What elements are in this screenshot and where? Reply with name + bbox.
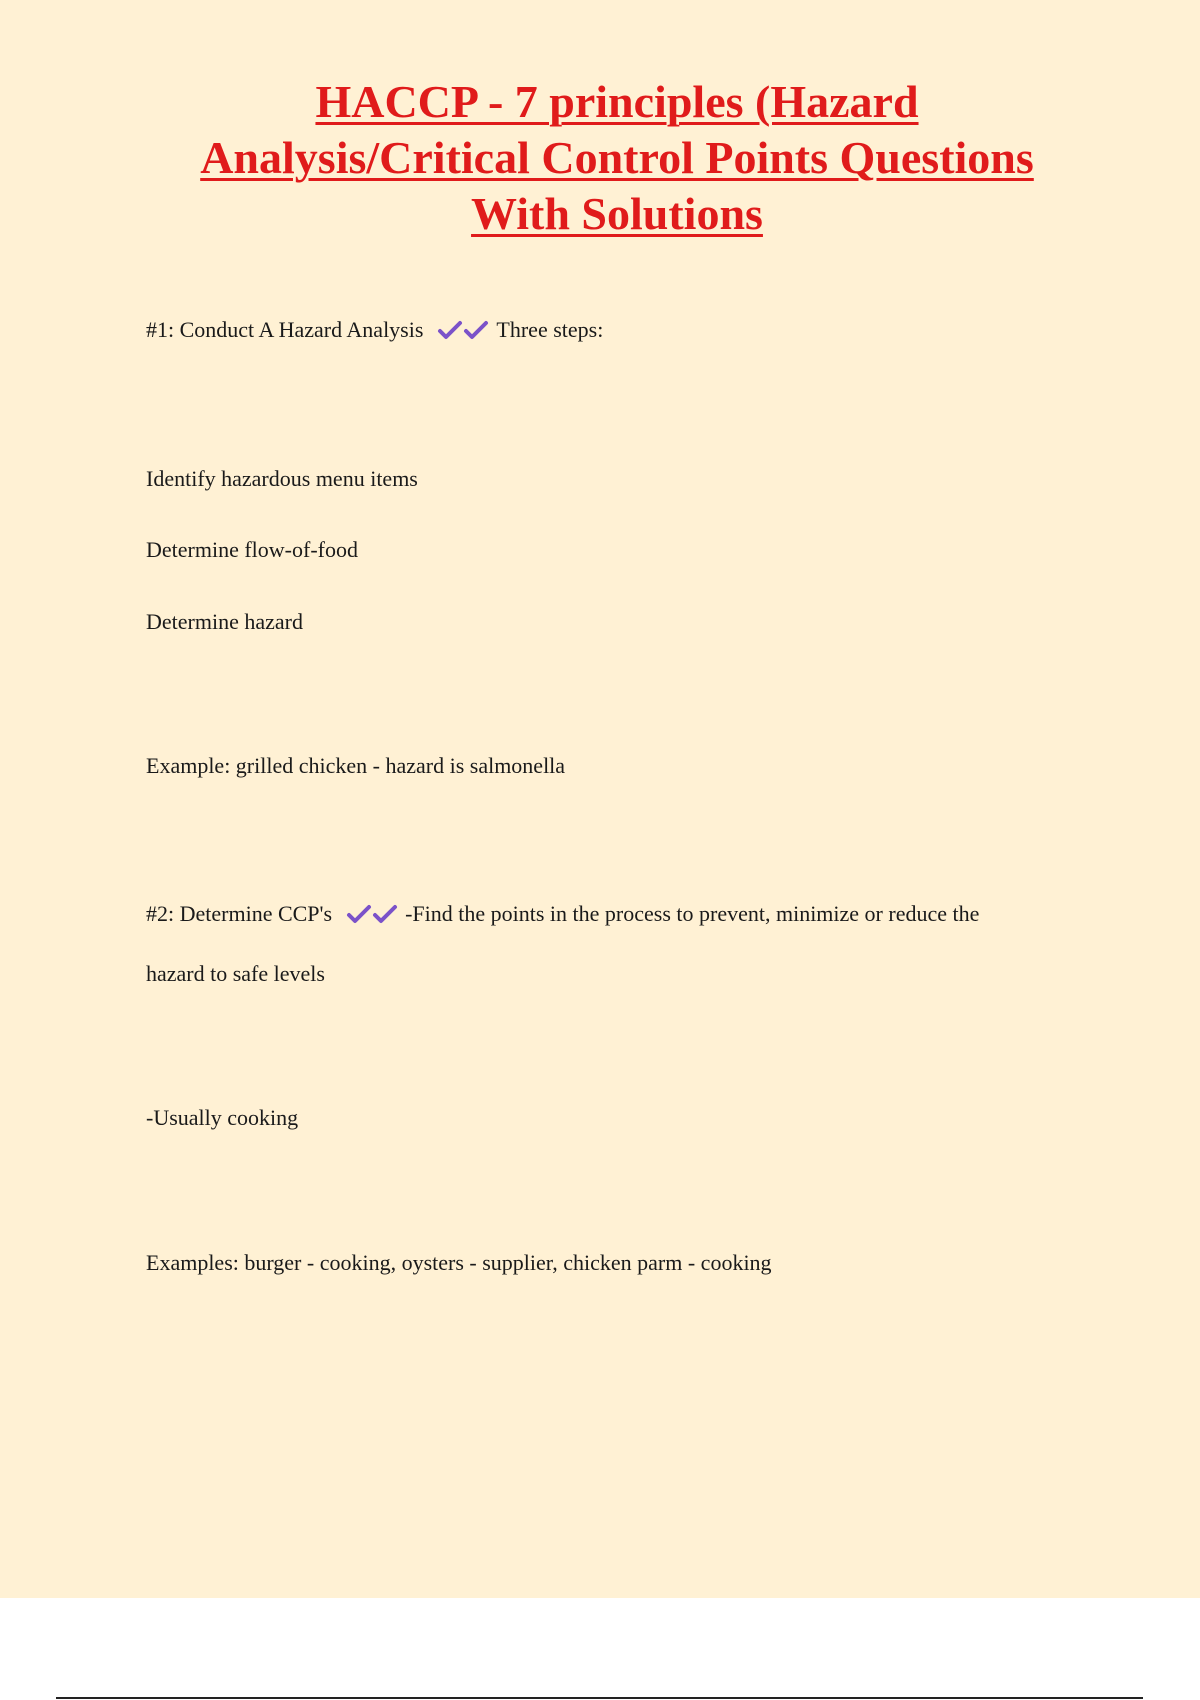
example-text: Example: grilled chicken - hazard is salmonella <box>146 753 566 778</box>
question-2-heading: #2: Determine CCP's <box>146 901 333 926</box>
checkmark-icon <box>437 320 463 340</box>
check-marks <box>346 901 404 926</box>
checkmark-icon <box>372 904 398 924</box>
checkmark-icon <box>346 904 372 924</box>
note-text: -Usually cooking <box>146 1105 299 1130</box>
step-item: Identify hazardous menu items <box>146 466 418 491</box>
question-1 <box>146 315 603 345</box>
question-2-answer-continued: hazard to safe levels <box>146 961 325 986</box>
question-1-answer: Three steps: <box>496 317 604 342</box>
step-item: Determine hazard <box>146 609 303 634</box>
checkmark-icon <box>463 320 489 340</box>
step-item: Determine flow-of-food <box>146 537 358 562</box>
footer-divider <box>56 1697 1143 1699</box>
page-title: HACCP - 7 principles (Hazard Analysis/Critical Control Points Questions With Solutions <box>200 76 1034 239</box>
check-marks <box>437 317 495 342</box>
question-2-answer: -Find the points in the process to prevent, minimize or reduce the <box>405 901 980 926</box>
question-1-heading: #1: Conduct A Hazard Analysis <box>146 317 424 342</box>
examples-text: Examples: burger - cooking, oysters - supplier, chicken parm - cooking <box>146 1250 772 1275</box>
question-2 <box>146 899 979 929</box>
